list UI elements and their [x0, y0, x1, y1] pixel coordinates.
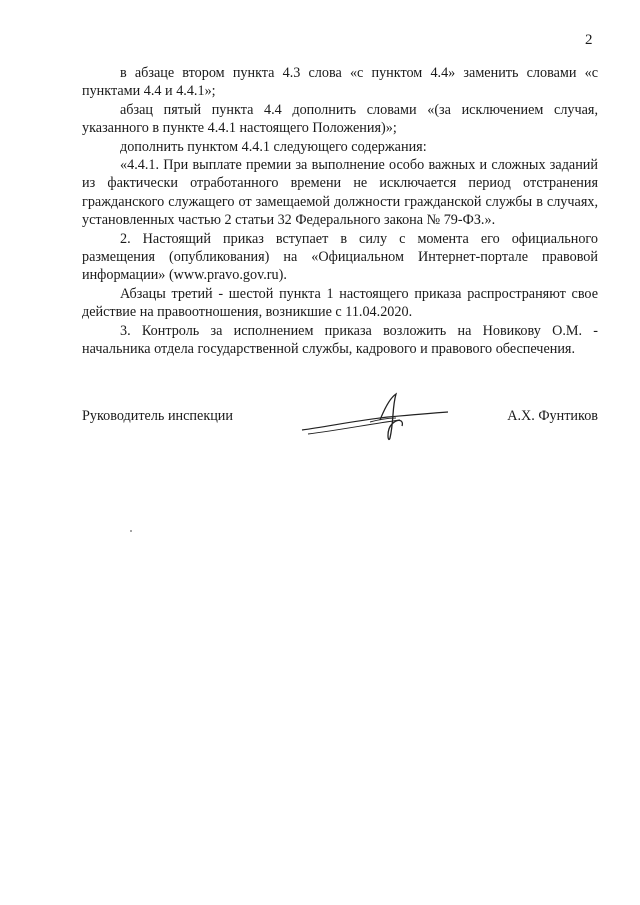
page-number: 2: [585, 32, 593, 48]
signature-block: [82, 408, 598, 448]
paragraph-control: 3. Контроль за исполнением приказа возложить на Новикову О.М. - начальника отдела государственной службы, кадрового и правового обеспечения.: [82, 322, 598, 358]
paragraph-retroactive: Абзацы третий - шестой пункта 1 настоящего приказа распространяют свое действие на правоотношения, возникшие с 11.04.2020.: [82, 285, 598, 321]
paragraph-amend-4-4: абзац пятый пункта 4.4 дополнить словами «(за исключением случая, указанного в пункте 4.4.1 настоящего Положения)»;: [82, 101, 598, 137]
signer-title: Руководитель инспекции: [82, 408, 233, 424]
paragraph-effective-date: 2. Настоящий приказ вступает в силу с момента его официального размещения (опубликования) на «Официальном Интернет-портале правовой информации» (www.pravo.gov.ru).: [82, 230, 598, 284]
paragraph-text-4-4-1: «4.4.1. При выплате премии за выполнение особо важных и сложных заданий из фактически отработанного времени не исключается период отстранения гражданского служащего от замещаемой должности гражданской службы в случаях, установленных частью 2 статьи 32 Федерального закона № 79-ФЗ.».: [82, 157, 598, 229]
signer-name: А.Х. Фунтиков: [507, 408, 598, 424]
scan-artifact-dot: [130, 530, 132, 532]
handwritten-signature: [300, 390, 450, 450]
document-body: [82, 64, 598, 359]
paragraph-add-4-4-1: дополнить пунктом 4.4.1 следующего содержания:: [120, 138, 427, 155]
paragraph-amend-4-3: в абзаце втором пункта 4.3 слова «с пунктом 4.4» заменить словами «с пунктами 4.4 и 4.4.1»;: [82, 65, 598, 100]
